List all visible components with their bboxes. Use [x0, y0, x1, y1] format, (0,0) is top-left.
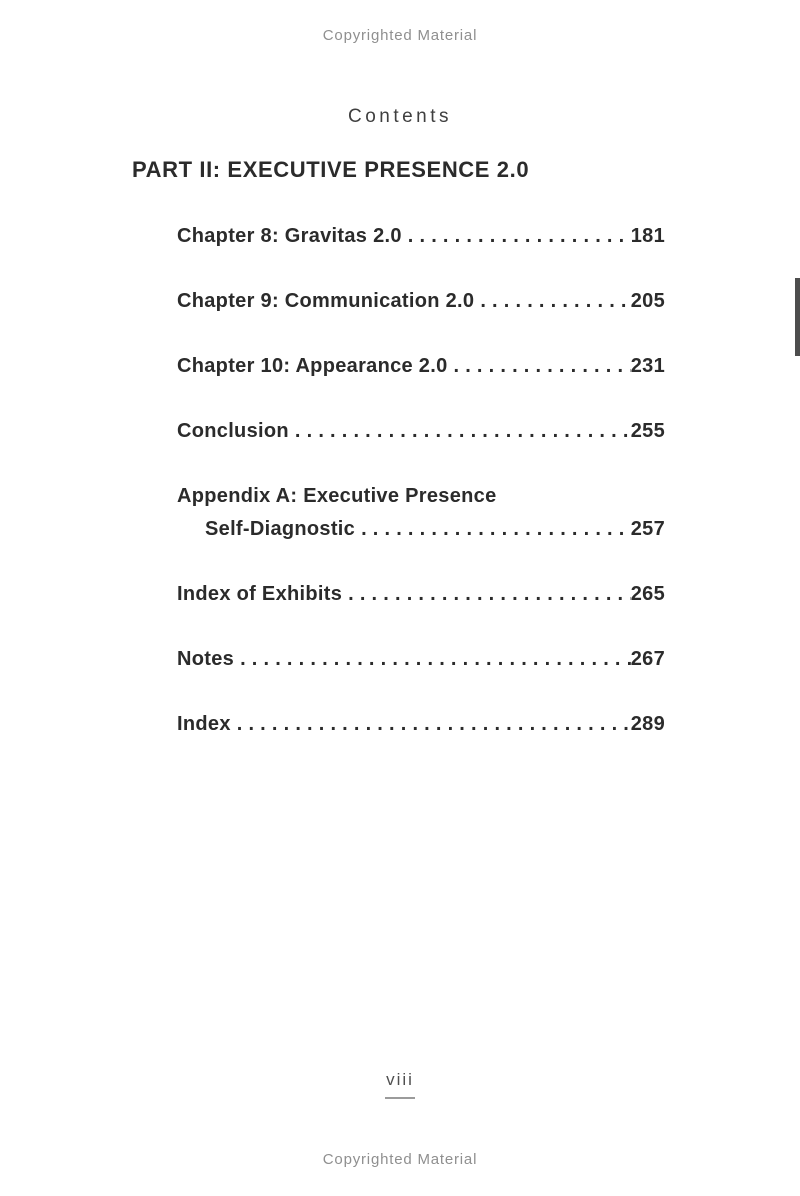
part-title: PART II: EXECUTIVE PRESENCE 2.0: [132, 157, 530, 182]
toc-entry: [177, 415, 665, 448]
toc-entry-page: 267: [630, 648, 665, 670]
dot-leader: [231, 708, 631, 741]
toc-entry-title: Index of Exhibits: [177, 583, 343, 605]
toc-entry-page: 257: [630, 518, 665, 540]
copyright-notice-bottom: Copyrighted Material: [322, 1151, 478, 1168]
toc-entry: [177, 480, 665, 546]
page-number-folio: viii: [386, 1070, 414, 1089]
toc-entry: [177, 220, 665, 253]
dot-leader: [448, 350, 631, 383]
dot-leader: [234, 643, 631, 676]
toc-entry: [177, 285, 665, 318]
dot-leader: [289, 415, 631, 448]
toc-entry: [177, 578, 665, 611]
toc-entry-title: Conclusion: [177, 420, 289, 442]
toc-entry-title-line2: Self-Diagnostic: [205, 518, 356, 540]
toc-entry-title: Chapter 10: Appearance 2.0: [177, 355, 448, 377]
toc-entry-line2: [205, 513, 665, 546]
toc-entry-page: 255: [630, 420, 665, 442]
toc-entry-page: 181: [630, 225, 665, 247]
toc-entry-page: 289: [630, 713, 665, 735]
dot-leader: [402, 220, 631, 253]
toc-entry-title: Notes: [177, 648, 235, 670]
toc-entry-page: 231: [630, 355, 665, 377]
toc-entry-title: Index: [177, 713, 231, 735]
toc-entry-title: Chapter 8: Gravitas 2.0: [177, 225, 402, 247]
dot-leader: [342, 578, 631, 611]
toc-entry-page: 205: [630, 290, 665, 312]
dot-leader: [474, 285, 630, 318]
contents-heading: Contents: [347, 106, 453, 127]
toc-entry-title: Appendix A: Executive Presence: [177, 485, 497, 507]
folio-divider: [385, 1097, 415, 1099]
dot-leader: [355, 513, 631, 546]
toc-entry: [177, 350, 665, 383]
toc-entry: [177, 643, 665, 676]
toc-entry-page: 265: [630, 583, 665, 605]
table-of-contents: [177, 220, 665, 773]
toc-entry-title: Chapter 9: Communication 2.0: [177, 290, 475, 312]
scrollbar-thumb[interactable]: [795, 278, 800, 356]
toc-entry: [177, 708, 665, 741]
copyright-notice-top: Copyrighted Material: [322, 27, 478, 44]
